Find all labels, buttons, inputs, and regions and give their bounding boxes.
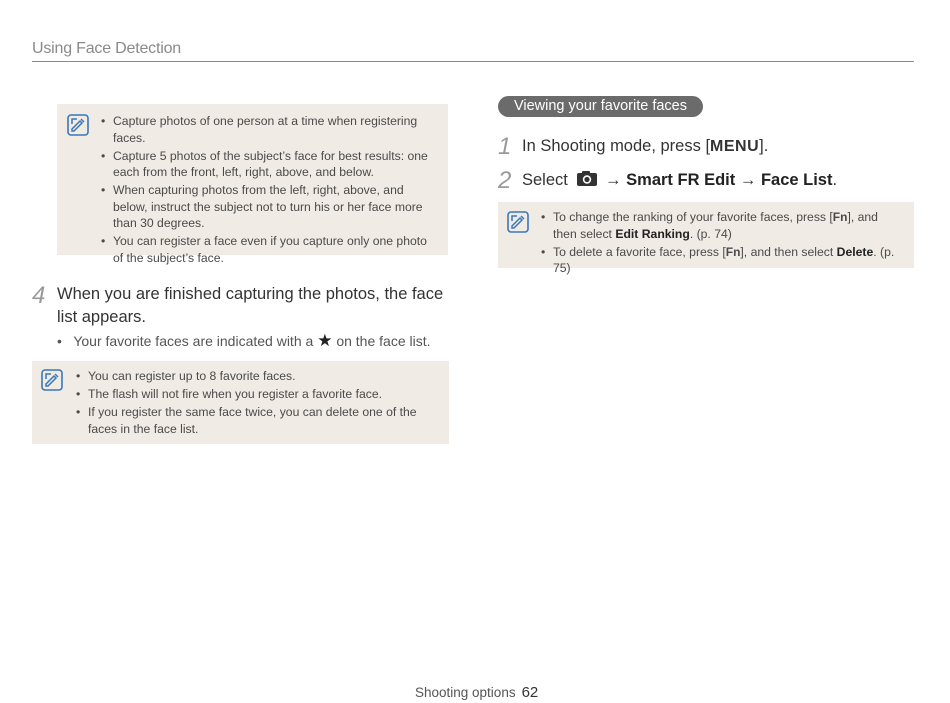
- step-number-4: 4: [32, 282, 46, 309]
- fn-button-glyph: Fn: [725, 244, 741, 259]
- fn-button-glyph: Fn: [832, 210, 848, 224]
- step-1-text: [522, 135, 768, 158]
- header-rule: [32, 61, 914, 62]
- step-1-text-after: ].: [759, 137, 769, 155]
- menu-item-smart-fr-edit: Smart FR Edit: [626, 171, 736, 189]
- note-box-favorite-management: [498, 202, 914, 275]
- note-pencil-icon: [41, 369, 63, 391]
- note-item: • If you register the same face twice, you can delete one of the faces in the face list.: [76, 404, 433, 437]
- note-item: • Capture photos of one person at a time when registering faces.: [101, 113, 438, 146]
- camera-icon: [576, 170, 598, 187]
- note-item: • The flash will not fire when you register a favorite face.: [76, 386, 433, 403]
- step-2-text: [522, 169, 837, 192]
- note-list: [101, 113, 438, 266]
- step-1-text-before: In Shooting mode, press [: [522, 137, 711, 155]
- note-item-change-ranking: • To change the ranking of your favorite faces, press [Fn], and then select Edit Ranking. (p. 74): [541, 209, 904, 242]
- sub-bullet-text-after: on the face list.: [336, 333, 431, 349]
- page-footer: [415, 684, 538, 701]
- note-item: • You can register up to 8 favorite faces.: [76, 368, 433, 385]
- step-4-sub-bullet: [57, 331, 431, 351]
- note-box-registration-tips: [57, 104, 448, 265]
- star-icon: ★: [317, 331, 333, 350]
- step-2-period: .: [832, 171, 838, 189]
- page-number: 62: [521, 684, 539, 701]
- note-box-favorite-faces: [32, 361, 449, 444]
- menu-item-face-list: Face List: [760, 171, 833, 189]
- note-item: • Capture 5 photos of the subject’s face for best results: one each from the front, left, right, above, and below.: [101, 148, 438, 181]
- note-item: • When capturing photos from the left, right, above, and below, instruct the subject not to turn his or her face more than 30 degrees.: [101, 182, 438, 232]
- note-pencil-icon: [67, 114, 89, 136]
- step-2-select-label: Select: [522, 171, 568, 189]
- arrow-glyph: →: [739, 171, 757, 189]
- footer-section-label: Shooting options: [415, 685, 516, 700]
- note-list: [541, 209, 904, 277]
- step-number-2: 2: [498, 167, 512, 194]
- step-number-1: 1: [498, 133, 512, 160]
- page-header-title: Using Face Detection: [32, 40, 181, 57]
- sub-bullet-text-before: Your favorite faces are indicated with a: [73, 333, 314, 349]
- note-list: [76, 368, 433, 437]
- note-item: • You can register a face even if you capture only one photo of the subject’s face.: [101, 233, 438, 266]
- menu-button-glyph: MENU: [710, 138, 760, 155]
- step-4-text: When you are finished capturing the photos, the face list appears.: [57, 285, 444, 326]
- note-item-delete-favorite: • To delete a favorite face, press [Fn], and then select Delete. (p. 75): [541, 244, 904, 277]
- bullet-dot: •: [57, 333, 62, 349]
- arrow-glyph: →: [605, 171, 622, 189]
- note-pencil-icon: [507, 211, 529, 233]
- section-heading-pill: Viewing your favorite faces: [498, 96, 703, 117]
